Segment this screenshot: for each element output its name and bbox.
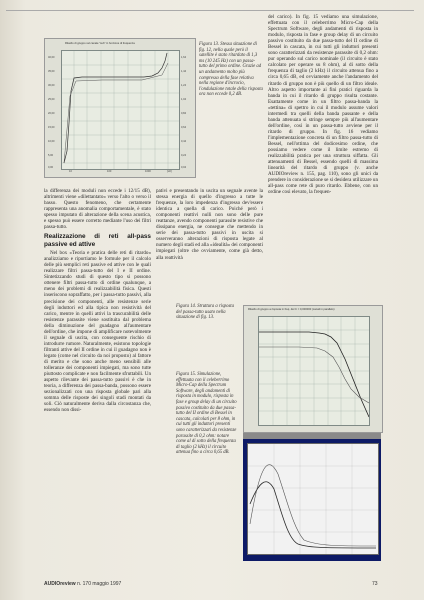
y-tick: 35,00 [48,70,55,73]
figure-13-response-curve [64,53,167,163]
top-rule [6,10,414,11]
figure-15-svg [259,317,369,425]
footer-brand: AUDIOreview [44,581,76,587]
middle-column [156,188,263,298]
right-column-text: del carico). In fig. 15 vediamo una simulazione, effettuata con il celeberrimo Micro-Cap della Spectrum Software, degli andamenti di risposta in modulo, risposta in fase e group delay di un circuito passivo costituito da due passa-tutto del II ordine di Bessel in cascata, in cui tutti gli induttori presenti sono caratterizzati da resistenze parassite di 0,2 ohm: pur operando sul carico nominale (il circuito è stato calcolato per operare su 8 ohm), al di sotto della frequenza di taglio (2 kHz) il circuito attenua fino a circa 0,65 dB, ed ovviamente anche l'andamento del ritardo di gruppo non è più quello di un filtro ideale. Altro aspetto importante ai fini pratici riguarda la banda in cui il ritardo di gruppo risulta costante. Esattamente come in un filtro passa-banda la «tettina» di spettro in cui il modulo assume valori intermedi tra quelli della banda passante e della banda attenuata si stringe sempre più all'aumentare dell'ordine, così in un passa-tutto avviene per il ritardo di gruppo. In fig. 16 vediamo l'implementazione concreta di un filtro passa-tutto di Bessel, nell'ottima del dodicesimo ordine, che possiamo vedere come il limite estremo di realizzabilità pratica per una struttura siffatta. Gli attenuamenti di Bessel, essendo quelli di massima linearità del ritardo di gruppo (v. anche AUDIOreview n. 155, pag. 110), sono gli unici da prendere in considerazione se si desidera utilizzare un all-pass come rete di puro ritardo. Ebbene, con un ordine così elevato, la frequen- [268,14,378,196]
y2-tick: 0,44 [181,140,187,143]
y-tick: 30,00 [48,84,55,87]
y-tick: 5,00 [48,154,54,157]
figure-15 [243,305,383,433]
left-column-body: Nel box «Teoria e pratica delle reti di ritardo» analizziamo e riportiamo le formule per il calcolo delle più semplici reti passive ed attive con le quali realizzare filtri passa-tutto del I e II ordine. Sintetizzando studi di questo tipo si possono ottenere filtri passa-tutto di ordine qualunque, a meno dei problemi di realizzabilità fisica. Questi inseriscono sopraffatto, per i passa-tutto passivi, alla precisione dei componenti, alle resistenze serie degli induttori ed alla tipica non resistività del carico, mentre in quelli attivi la trascurabilità delle resistenze parassite viene sostituita dal problema della diminuzione del guadagno all'aumentare dell'ordine, che impone di amplificare notevolmente il segnale di uscita, con conseguente rischio di introdurre rumore. Naturalmente, esistono topologie filtranti attive del II ordine in cui il guadagno non è legato (come nel circuito da noi proposto) al fattore di merito e che sono anche meno sensibili alle tolleranze dei componenti impiegati, ma sono tutte piuttosto complicate e non facilmente sfruttabili. Un aspetto rilevante dei passa-tutto passivi è che in teoria, a differenza dei passa-banda, possono essere sezionalizzati con una risposta globale pari alla somma delle risposte dei singoli stadi montati da soli. Ciò naturalmente deriva dalla circostanza che, essendo non dissi- [44,250,151,414]
figure-15-screen-capture [243,433,381,561]
y2-tick: 1,04 [181,98,187,101]
figure-13-plot-area [61,50,180,170]
left-column [44,188,151,576]
y2-tick: 0,04 [181,166,187,169]
y2-tick: 1,64 [181,56,187,59]
figure-13-plot-title: Ritardo di gruppo sul canale "sub" in funzione di frequenza [65,42,135,45]
screen-titlebar [243,433,381,439]
left-column-intro: la differenza dei moduli non eccede i 12/15 dB), altrimenti viene «dilettantato» verso l'alto o verso il basso. Questo fenomeno, che certamente rappresenta una anomalia comportamentale, è stato spesso imputato di alterazione della scena acustica, e spesso può essere corretto mediante l'uso dei filtri passa-tutto. [44,188,151,231]
figure-14-caption: Figura 14. Struttura a risposta del passa-tutto usato nella situazione di fig. 13. [176,304,234,321]
y2-tick: 0,64 [181,126,187,129]
screen-curve-2 [250,465,376,546]
y-tick: 15,00 [48,126,55,129]
y2-tick: 0,84 [181,112,187,115]
figure-13-caption: Figura 13. Stessa situazione di fig. 12, nella quale però il satellite è stato ritardato di 1,3 ms (10 245 Hz) con un passa-tutto del primo ordine. Grazie ad un andamento molto più compresso della fase relativa nella regione d'incrocio, l'ondulazione totale della risposta ora non eccede 0,2 dB. [199,42,263,98]
y-tick: 0,00 [48,166,54,169]
page-number: 73 [372,581,378,587]
x-tick: 1000 [145,170,151,173]
y-tick: 25,00 [48,98,55,101]
screen-curve-1 [250,482,376,548]
screen-plot-window [247,443,379,555]
figure-15-plot-title: Ritardo di gruppo a risposta in freq. del C = 0,000000 (canali in parallelo) [248,308,335,311]
y-tick: 20,00 [48,112,55,115]
footer-left [44,581,121,587]
y-tick: 10,00 [48,140,55,143]
x-tick: 10 [69,170,72,173]
middle-column-text: pativi e presentando in uscita un segnale avente la stessa energia di quello d'ingresso a tutte le frequenze, la loro impedenza d'ingresso dev'essere identica a quella di carico. Poiché però i componenti reattivi nulli non sono delle pure reattanze, avendo componenti parassite resistive che dissipano energia, ne consegue che mettendo in serie dei passa-tutto passivi in uscita si osserveranno alterazioni di risposta legate al numero degli stadi ed alla «idealità» dei componenti impiegati (oltre che ovviamente, come già detto, alla reattività [156,188,263,261]
figure-15-plot-area [258,316,370,426]
y2-tick: 0,24 [181,154,187,157]
y2-tick: 1,44 [181,70,187,73]
figure-15-caption: Figura 15. Simulazione, effettuata con il celeberrimo Micro-Cap della Spectrum Software, degli andamenti di risposta in modulo, risposta in fase e group delay di un circuito passivo costituito da due passa-tutto del II ordine di Bessel in cascata, calcolati per 8 ohm, in cui tutti gli induttori presenti sono caratterizzati da resistenze parassite di 0,2 ohm: notare come al di sotto della frequenza di taglio (2 kHz) il circuito attenua fino a circa 0,65 dB. [176,372,237,456]
y2-tick: 1,24 [181,84,187,87]
x-tick: 100 [107,170,112,173]
y-tick: 40,00 [48,56,55,59]
x-axis-unit: [Hz] [167,170,172,173]
figure-13 [44,38,196,178]
footer-issue: n. 170 maggio 1997 [77,581,122,587]
section-heading: Realizzazione di reti all-pass passive ed attive [44,233,151,248]
figure-13-svg [62,51,179,169]
right-column [268,14,378,300]
screen-plot-svg [248,444,378,554]
